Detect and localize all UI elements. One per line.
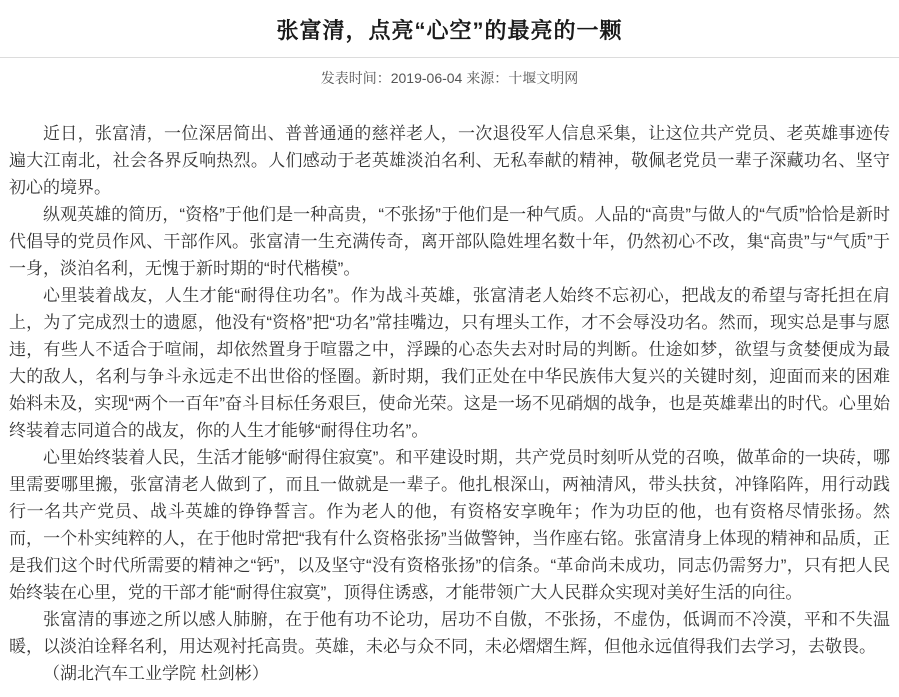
article-author-line: （湖北汽车工业学院 杜剑彬） [43,664,269,683]
article-meta [0,58,899,96]
source-name: 十堰文明网 [508,70,579,86]
article-paragraph-4: 心里始终装着人民，生活才能够“耐得住寂寞”。和平建设时期，共产党员时刻听从党的召唤，做革命的一块砖，哪里需要哪里搬，张富清老人做到了，而且一做就是一辈子。他扎根深山，两袖清风，带头扶贫，冲锋陷阵，用行动践行一名共产党员、战斗英雄的铮铮誓言。作为老人的他，有资格安享晚年；作为功臣的他，也有资格尽情张扬。然而，一个朴实纯粹的人，在于他时常把“我有什么资格张扬”当做警钟，当作座右铭。张富清身上体现的精神和品质，正是我们这个时代所需要的精神之“钙”，以及坚守“没有资格张扬”的信条。“革命尚未成功，同志仍需努力”，只有把人民始终装在心里，党的干部才能“耐得住寂寞”，顶得住诱惑，才能带领广大人民群众实现对美好生活的向往。 [9,448,890,602]
article-body [0,96,899,697]
publish-time-label: 发表时间： [320,70,391,86]
source-label: 来源： [462,70,509,86]
article-paragraph-2: 纵观英雄的简历，“资格”于他们是一种高贵，“不张扬”于他们是一种气质。人品的“高贵”与做人的“气质”恰恰是新时代倡导的党员作风、干部作风。张富清一生充满传奇，离开部队隐姓埋名数十年，仍然初心不改，集“高贵”与“气质”于一身，淡泊名利，无愧于新时期的“时代楷模”。 [9,205,890,278]
article-header [0,0,899,96]
article-paragraph-5: 张富清的事迹之所以感人肺腑，在于他有功不论功，居功不自傲，不张扬，不虚伪，低调而不冷漠，平和不失温暖，以淡泊诠释名利，用达观衬托高贵。英雄，未必与众不同，未必熠熠生辉，但他永远值得我们去学习，去敬畏。 [9,610,890,656]
article-paragraph-3: 心里装着战友，人生才能“耐得住功名”。作为战斗英雄，张富清老人始终不忘初心，把战友的希望与寄托担在肩上，为了完成烈士的遗愿，他没有“资格”把“功名”常挂嘴边，只有埋头工作，才不会辱没功名。然而，现实总是事与愿违，有些人不适合于喧闹，却依然置身于喧嚣之中，浮躁的心态失去对时局的判断。仕途如梦，欲望与贪婪便成为最大的敌人，名利与争斗永远走不出世俗的怪圈。新时期，我们正处在中华民族伟大复兴的关键时刻，迎面而来的困难始料未及，实现“两个一百年”奋斗目标任务艰巨，使命光荣。这是一场不见硝烟的战争，也是英雄辈出的时代。心里始终装着志同道合的战友，你的人生才能够“耐得住功名”。 [9,286,890,440]
publish-date: 2019-06-04 [390,70,463,86]
page-title: 张富清，点亮“心空”的最亮的一颗 [276,18,623,43]
article-paragraph-1: 近日，张富清，一位深居简出、普普通通的慈祥老人，一次退役军人信息采集，让这位共产党员、老英雄事迹传遍大江南北，社会各界反响热烈。人们感动于老英雄淡泊名利、无私奉献的精神，敬佩老党员一辈子深藏功名、坚守初心的境界。 [9,124,890,197]
